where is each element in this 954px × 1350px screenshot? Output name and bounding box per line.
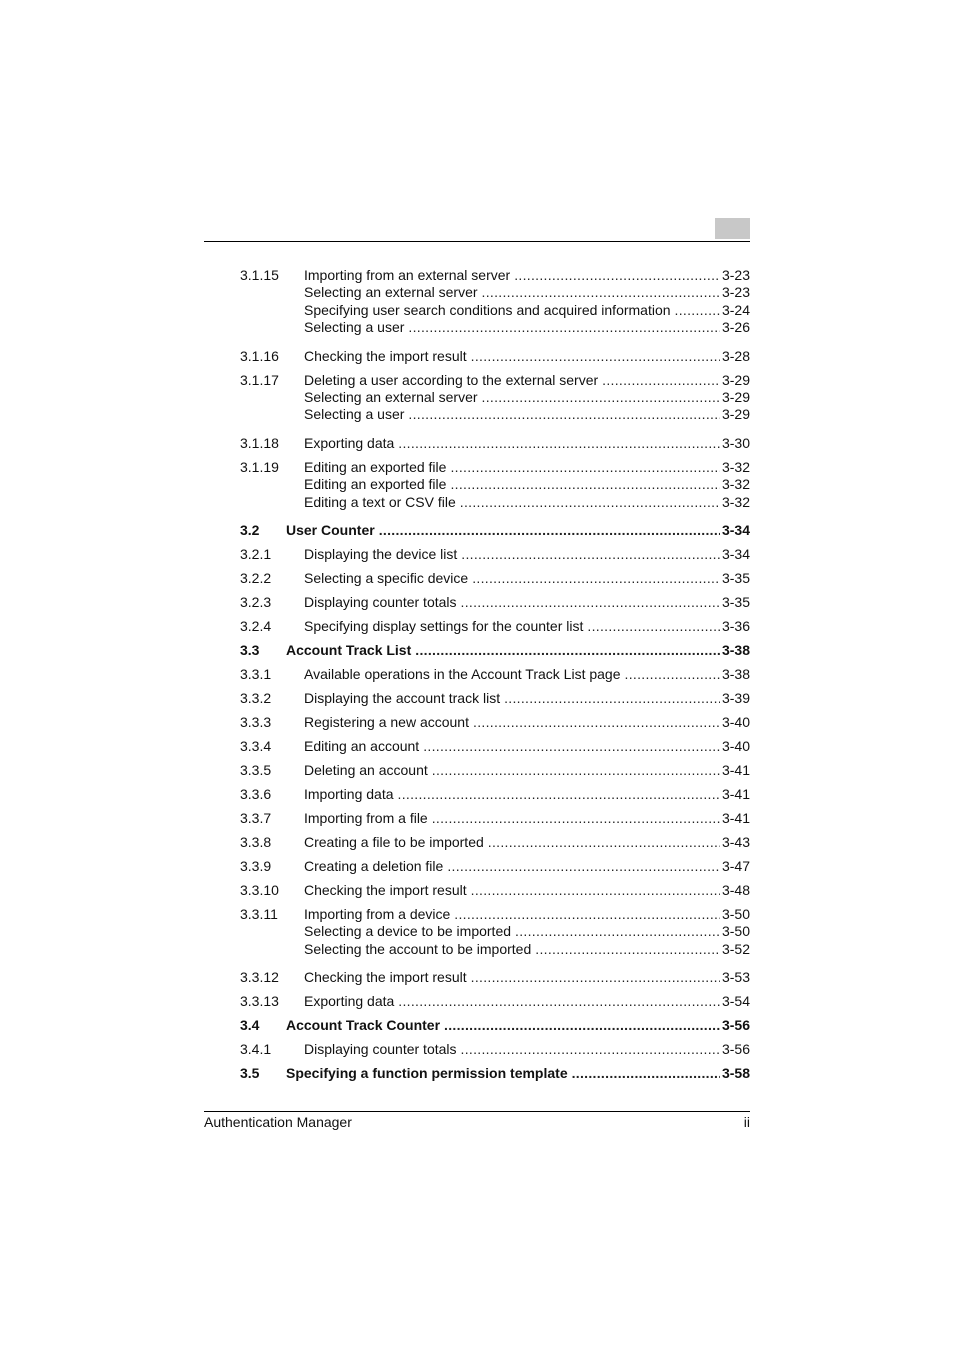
toc-number: 3.3.3	[240, 714, 272, 731]
toc-entry	[240, 857, 750, 875]
toc-page-number: 3-34	[721, 546, 750, 563]
toc-topic-page: 3-32	[721, 493, 750, 510]
toc-subsection-line[interactable]	[240, 689, 750, 707]
toc-page-number: 3-58	[721, 1065, 750, 1082]
toc-title: Importing data	[304, 786, 394, 803]
toc-title: Specifying display settings for the counter list	[304, 618, 584, 635]
toc-section-heading[interactable]	[240, 1016, 750, 1034]
toc-title: Deleting a user according to the external server	[304, 371, 599, 388]
dot-leader	[398, 785, 720, 803]
toc-number: 3.1.19	[240, 458, 279, 475]
toc-number: 3.3.2	[240, 690, 272, 707]
toc-topic-line[interactable]	[240, 319, 750, 337]
toc-title: Importing from a device	[304, 906, 451, 923]
toc-page-number: 3-47	[721, 858, 750, 875]
toc-page-number: 3-35	[721, 570, 750, 587]
dot-leader	[625, 665, 720, 683]
toc-title: Displaying the device list	[304, 546, 458, 563]
toc-title: Creating a file to be imported	[304, 834, 484, 851]
toc-entry	[240, 617, 750, 635]
toc-entry	[240, 905, 750, 958]
header-rule	[204, 241, 750, 242]
toc-subsection-line[interactable]	[240, 617, 750, 635]
toc-entry	[240, 689, 750, 707]
toc-number: 3.3.13	[240, 993, 279, 1010]
toc-number: 3.5	[240, 1065, 260, 1082]
toc-page-number: 3-54	[721, 993, 750, 1010]
toc-entry	[240, 1040, 750, 1058]
toc-section-heading[interactable]	[240, 521, 750, 539]
dot-leader	[415, 641, 720, 659]
toc-title: User Counter	[286, 522, 375, 539]
toc-title: Creating a deletion file	[304, 858, 444, 875]
toc-page-number: 3-43	[721, 834, 750, 851]
toc-page-number: 3-56	[721, 1017, 750, 1034]
toc-subsection-line[interactable]	[240, 266, 750, 284]
toc-entry	[240, 641, 750, 659]
toc-page-number: 3-29	[721, 371, 750, 388]
toc-subsection-line[interactable]	[240, 665, 750, 683]
toc-page-number: 3-41	[721, 762, 750, 779]
toc-page-number: 3-28	[721, 347, 750, 364]
toc-number: 3.2.4	[240, 618, 272, 635]
dot-leader	[587, 617, 720, 635]
toc-title: Editing an account	[304, 738, 420, 755]
toc-entry	[240, 737, 750, 755]
toc-topic-title: Selecting a device to be imported	[304, 923, 512, 940]
toc-entry	[240, 266, 750, 337]
toc-topic-line[interactable]	[240, 302, 750, 320]
dot-leader	[379, 521, 720, 539]
toc-number: 3.2.2	[240, 570, 272, 587]
toc-section-heading[interactable]	[240, 1064, 750, 1082]
toc-subsection-line[interactable]	[240, 1040, 750, 1058]
toc-number: 3.3.12	[240, 969, 279, 986]
toc-page-number: 3-50	[721, 906, 750, 923]
footer-rule	[204, 1111, 750, 1112]
toc-page-number: 3-36	[721, 618, 750, 635]
toc-title: Specifying a function permission template	[286, 1065, 568, 1082]
toc-page-number: 3-34	[721, 522, 750, 539]
dot-leader	[602, 371, 720, 389]
toc-entry	[240, 761, 750, 779]
toc-title: Displaying counter totals	[304, 1041, 457, 1058]
toc-section-heading[interactable]	[240, 641, 750, 659]
dot-leader	[675, 302, 720, 320]
toc-title: Exporting data	[304, 434, 395, 451]
dot-leader	[471, 881, 720, 899]
toc-topic-line[interactable]	[240, 389, 750, 407]
toc-page-number: 3-48	[721, 882, 750, 899]
toc-number: 3.3.6	[240, 786, 272, 803]
toc-number: 3.3.7	[240, 810, 272, 827]
toc-subsection-line[interactable]	[240, 713, 750, 731]
toc-topic-title: Selecting the account to be imported	[304, 940, 532, 957]
toc-entry	[240, 593, 750, 611]
toc-number: 3.1.17	[240, 371, 279, 388]
toc-number: 3.2.1	[240, 546, 272, 563]
toc-subsection-line[interactable]	[240, 785, 750, 803]
toc-subsection-line[interactable]	[240, 833, 750, 851]
toc-number: 3.3.4	[240, 738, 272, 755]
toc-entry	[240, 1064, 750, 1082]
toc-subsection-line[interactable]	[240, 881, 750, 899]
dot-leader	[460, 494, 720, 512]
toc-topic-page: 3-32	[721, 475, 750, 492]
dot-leader	[444, 1016, 720, 1034]
toc-entry	[240, 665, 750, 683]
toc-subsection-line[interactable]	[240, 737, 750, 755]
dot-leader	[504, 689, 720, 707]
toc-topic-title: Editing an exported file	[304, 475, 447, 492]
dot-leader	[423, 737, 720, 755]
dot-leader	[482, 284, 720, 302]
toc-number: 3.3.5	[240, 762, 272, 779]
toc-title: Importing from an external server	[304, 267, 511, 283]
toc-topic-page: 3-52	[721, 940, 750, 957]
toc-subsection-line[interactable]	[240, 593, 750, 611]
header-tab-marker	[715, 218, 750, 239]
toc-subsection-line[interactable]	[240, 761, 750, 779]
toc-page-number: 3-39	[721, 690, 750, 707]
toc-entry	[240, 371, 750, 424]
dot-leader	[432, 761, 720, 779]
toc-entry	[240, 521, 750, 539]
toc-topic-page: 3-26	[721, 319, 750, 336]
toc-number: 3.2	[240, 522, 260, 539]
dot-leader	[461, 593, 720, 611]
toc-topic-line[interactable]	[240, 923, 750, 941]
dot-leader	[572, 1064, 720, 1082]
toc-topic-line[interactable]	[240, 941, 750, 959]
toc-page-number: 3-32	[721, 458, 750, 475]
toc-topic-line[interactable]	[240, 284, 750, 302]
toc-subsection-line[interactable]	[240, 809, 750, 827]
toc-number: 3.3	[240, 642, 260, 659]
toc-subsection-line[interactable]	[240, 569, 750, 587]
toc-topic-page: 3-24	[721, 301, 750, 318]
toc-title: Importing from a file	[304, 810, 428, 827]
toc-entry	[240, 434, 750, 452]
toc-entry	[240, 545, 750, 563]
toc-subsection-line[interactable]	[240, 458, 750, 476]
footer-title: Authentication Manager	[204, 1114, 352, 1130]
toc-number: 3.2.3	[240, 594, 272, 611]
toc-number: 3.3.1	[240, 666, 272, 683]
toc-entry	[240, 881, 750, 899]
dot-leader	[432, 809, 720, 827]
dot-leader	[408, 319, 720, 337]
toc-topic-page: 3-29	[721, 388, 750, 405]
toc-subsection-line[interactable]	[240, 857, 750, 875]
dot-leader	[454, 905, 720, 923]
toc-subsection-line[interactable]	[240, 371, 750, 389]
dot-leader	[408, 406, 720, 424]
toc-title: Available operations in the Account Track List page	[304, 666, 621, 683]
toc-entry	[240, 785, 750, 803]
dot-leader	[514, 266, 720, 284]
toc-title: Selecting a specific device	[304, 570, 469, 587]
toc-page-number: 3-40	[721, 738, 750, 755]
toc-topic-title: Selecting a user	[304, 319, 405, 336]
toc-number: 3.1.15	[240, 267, 279, 283]
toc-topic-page: 3-23	[721, 284, 750, 300]
toc-number: 3.3.9	[240, 858, 272, 875]
toc-topic-title: Selecting a user	[304, 406, 405, 423]
dot-leader	[482, 389, 720, 407]
toc-page-number: 3-38	[721, 642, 750, 659]
toc-topic-line[interactable]	[240, 476, 750, 494]
toc-topic-title: Specifying user search conditions and acquired information	[304, 301, 671, 318]
toc-page-number: 3-41	[721, 810, 750, 827]
toc-title: Registering a new account	[304, 714, 469, 731]
dot-leader	[398, 434, 720, 452]
toc-subsection-line[interactable]	[240, 905, 750, 923]
toc-entry	[240, 713, 750, 731]
toc-entry	[240, 1016, 750, 1034]
footer-page-number: ii	[743, 1114, 750, 1130]
toc-topic-line[interactable]	[240, 494, 750, 512]
toc-entry	[240, 347, 750, 365]
dot-leader	[450, 458, 720, 476]
toc-page-number: 3-35	[721, 594, 750, 611]
table-of-contents	[240, 266, 750, 1082]
dot-leader	[473, 713, 720, 731]
dot-leader	[471, 347, 720, 365]
toc-title: Checking the import result	[304, 969, 467, 986]
toc-entry	[240, 569, 750, 587]
toc-page-number: 3-23	[721, 267, 750, 283]
toc-number: 3.3.11	[240, 906, 278, 923]
toc-topic-title: Selecting an external server	[304, 388, 478, 405]
dot-leader	[515, 923, 720, 941]
dot-leader	[450, 476, 720, 494]
toc-page-number: 3-53	[721, 969, 750, 986]
dot-leader	[535, 941, 720, 959]
toc-number: 3.1.18	[240, 434, 279, 451]
toc-title: Editing an exported file	[304, 458, 447, 475]
toc-title: Account Track Counter	[286, 1017, 441, 1034]
dot-leader	[471, 968, 720, 986]
toc-title: Exporting data	[304, 993, 395, 1010]
dot-leader	[488, 833, 720, 851]
toc-entry	[240, 992, 750, 1010]
toc-page-number: 3-56	[721, 1041, 750, 1058]
toc-topic-line[interactable]	[240, 406, 750, 424]
toc-number: 3.4	[240, 1017, 260, 1034]
toc-subsection-line[interactable]	[240, 992, 750, 1010]
toc-topic-page: 3-50	[721, 923, 750, 940]
toc-entry	[240, 809, 750, 827]
toc-title: Checking the import result	[304, 882, 467, 899]
toc-subsection-line[interactable]	[240, 434, 750, 452]
toc-number: 3.1.16	[240, 347, 279, 364]
toc-subsection-line[interactable]	[240, 968, 750, 986]
toc-title: Account Track List	[286, 642, 412, 659]
toc-topic-title: Selecting an external server	[304, 284, 478, 300]
toc-subsection-line[interactable]	[240, 545, 750, 563]
toc-entry	[240, 968, 750, 986]
toc-title: Displaying counter totals	[304, 594, 457, 611]
toc-number: 3.4.1	[240, 1041, 272, 1058]
dot-leader	[472, 569, 720, 587]
toc-title: Deleting an account	[304, 762, 428, 779]
dot-leader	[398, 992, 720, 1010]
dot-leader	[447, 857, 720, 875]
toc-page-number: 3-40	[721, 714, 750, 731]
toc-number: 3.3.8	[240, 834, 272, 851]
toc-title: Checking the import result	[304, 347, 467, 364]
toc-title: Displaying the account track list	[304, 690, 501, 707]
toc-topic-title: Editing a text or CSV file	[304, 493, 456, 510]
toc-number: 3.3.10	[240, 882, 279, 899]
dot-leader	[461, 545, 720, 563]
toc-page-number: 3-38	[721, 666, 750, 683]
dot-leader	[461, 1040, 720, 1058]
toc-entry	[240, 458, 750, 511]
toc-page-number: 3-41	[721, 786, 750, 803]
toc-subsection-line[interactable]	[240, 347, 750, 365]
toc-entry	[240, 833, 750, 851]
toc-page-number: 3-30	[721, 434, 750, 451]
toc-topic-page: 3-29	[721, 406, 750, 423]
